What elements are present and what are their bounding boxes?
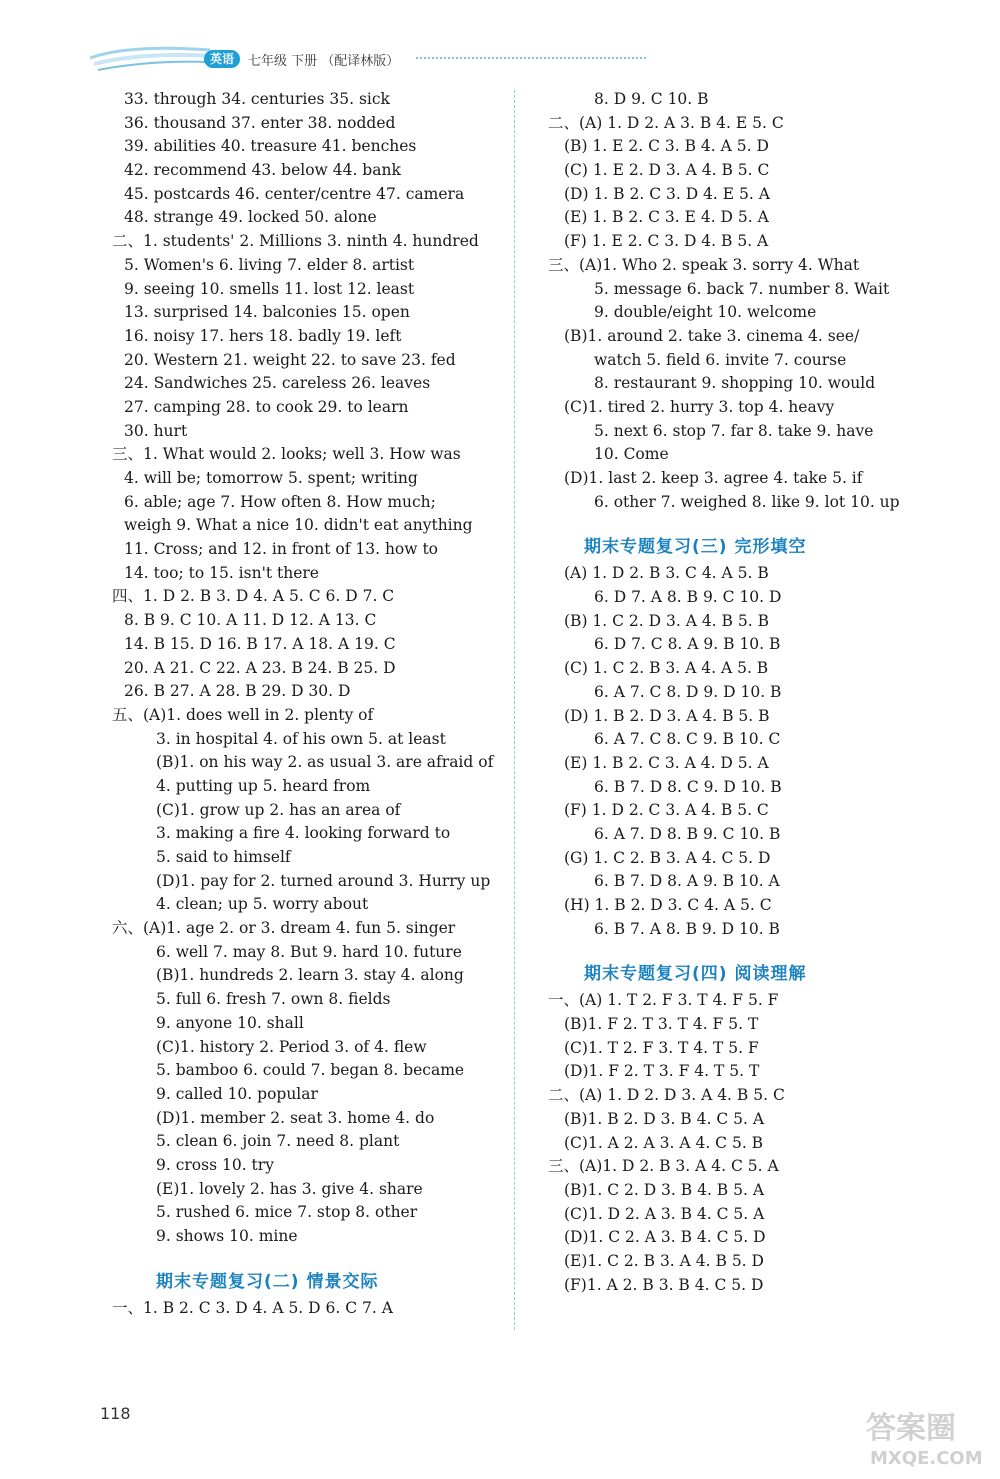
- answer-line: 45. postcards 46. center/centre 47. camera: [124, 184, 465, 203]
- answer-line: 6. other 7. weighed 8. like 9. lot 10. up: [594, 492, 900, 511]
- watermark-logo: [862, 1404, 992, 1470]
- answer-line: 36. thousand 37. enter 38. nodded: [124, 113, 396, 132]
- watermark-url: MXQE.COM: [870, 1448, 983, 1469]
- answer-line: (B)1. around 2. take 3. cinema 4. see/: [564, 326, 860, 345]
- answer-line: (C)1. T 2. F 3. T 4. T 5. F: [564, 1038, 759, 1057]
- answer-line: 6. A 7. C 8. D 9. D 10. B: [594, 682, 782, 701]
- answer-line: (C)1. grow up 2. has an area of: [156, 800, 401, 819]
- answer-line: 三、1. What would 2. looks; well 3. How was: [112, 445, 461, 464]
- section-title-2: 期末专题复习(二) 情景交际: [156, 1271, 379, 1292]
- header-dotted-rule: [416, 57, 646, 59]
- answer-line: 四、1. D 2. B 3. D 4. A 5. C 6. D 7. C: [112, 587, 395, 606]
- answer-line: (D)1. F 2. T 3. F 4. T 5. T: [564, 1062, 760, 1081]
- answer-line: 一、(A) 1. T 2. F 3. T 4. F 5. F: [548, 991, 779, 1010]
- answer-line: 5. message 6. back 7. number 8. Wait: [594, 279, 890, 298]
- answer-line: (C)1. A 2. A 3. A 4. C 5. B: [564, 1133, 764, 1152]
- watermark-text: 答案圈: [866, 1411, 956, 1446]
- answer-line: (C)1. history 2. Period 3. of 4. flew: [156, 1037, 427, 1056]
- answer-line: 26. B 27. A 28. B 29. D 30. D: [124, 682, 351, 701]
- answer-line: 20. A 21. C 22. A 23. B 24. B 25. D: [124, 658, 396, 677]
- answer-line: (A) 1. D 2. B 3. C 4. A 5. B: [564, 564, 769, 583]
- answer-line: 三、(A)1. D 2. B 3. A 4. C 5. A: [548, 1157, 779, 1176]
- answer-line: 13. surprised 14. balconies 15. open: [124, 303, 410, 322]
- answer-line: (G) 1. C 2. B 3. A 4. C 5. D: [564, 848, 771, 867]
- answer-line: 5. full 6. fresh 7. own 8. fields: [156, 990, 391, 1009]
- answer-line: (B)1. hundreds 2. learn 3. stay 4. along: [156, 966, 464, 985]
- answer-line: 33. through 34. centuries 35. sick: [124, 90, 390, 108]
- answer-line: 14. B 15. D 16. B 17. A 18. A 19. C: [124, 634, 396, 653]
- answer-line: 8. B 9. C 10. A 11. D 12. A 13. C: [124, 611, 377, 630]
- answer-line: 6. A 7. D 8. B 9. C 10. B: [594, 824, 781, 843]
- answer-line: 27. camping 28. to cook 29. to learn: [124, 397, 409, 416]
- answer-line: 24. Sandwiches 25. careless 26. leaves: [124, 374, 431, 393]
- answer-line: 五、(A)1. does well in 2. plenty of: [112, 705, 374, 724]
- answer-line: (F) 1. D 2. C 3. A 4. B 5. C: [564, 801, 769, 820]
- answer-line: 二、(A) 1. D 2. D 3. A 4. B 5. C: [548, 1086, 785, 1105]
- answer-line: (F) 1. E 2. C 3. D 4. B 5. A: [564, 232, 769, 251]
- answer-line: watch 5. field 6. invite 7. course: [594, 350, 847, 369]
- answer-line: 14. too; to 15. isn't there: [124, 563, 319, 582]
- answer-line: (E) 1. B 2. C 3. A 4. D 5. A: [564, 753, 769, 772]
- answer-line: (D)1. last 2. keep 3. agree 4. take 5. if: [564, 469, 863, 487]
- answer-line: (B)1. F 2. T 3. T 4. F 5. T: [564, 1015, 759, 1034]
- answer-line: 8. restaurant 9. shopping 10. would: [594, 374, 876, 393]
- answer-line: 5. next 6. stop 7. far 8. take 9. have: [594, 421, 874, 440]
- answer-line: 6. B 7. A 8. B 9. D 10. B: [594, 919, 780, 938]
- page-number: 118: [100, 1404, 131, 1423]
- answer-line: (F)1. A 2. B 3. B 4. C 5. D: [564, 1275, 764, 1294]
- right-answer-list-2: [556, 562, 936, 941]
- answer-line: 3. making a fire 4. looking forward to: [156, 824, 451, 843]
- answer-line: 30. hurt: [124, 421, 188, 440]
- left-answer-list: [112, 88, 505, 1249]
- column-divider: [514, 90, 515, 1330]
- right-answer-list-1: [548, 88, 936, 514]
- answer-line: 一、1. B 2. C 3. D 4. A 5. D 6. C 7. A: [112, 1298, 393, 1317]
- right-answer-list-3: [548, 989, 936, 1297]
- answer-line: 5. bamboo 6. could 7. began 8. became: [156, 1061, 465, 1080]
- answer-line: (B) 1. C 2. D 3. A 4. B 5. B: [564, 611, 769, 630]
- right-column: [548, 88, 936, 1297]
- answer-line: (C)1. tired 2. hurry 3. top 4. heavy: [564, 397, 835, 416]
- answer-line: (C)1. D 2. A 3. B 4. C 5. A: [564, 1204, 765, 1223]
- subject-badge: 英语: [204, 50, 240, 68]
- answer-line: 5. rushed 6. mice 7. stop 8. other: [156, 1203, 418, 1222]
- answer-line: 9. cross 10. try: [156, 1155, 274, 1174]
- answer-line: 39. abilities 40. treasure 41. benches: [124, 137, 417, 156]
- answer-line: (D) 1. B 2. D 3. A 4. B 5. B: [564, 706, 770, 725]
- answer-line: 6. B 7. D 8. A 9. B 10. A: [594, 872, 780, 891]
- answer-line: 6. B 7. D 8. C 9. D 10. B: [594, 777, 782, 796]
- answer-line: 9. called 10. popular: [156, 1084, 318, 1103]
- answer-line: (B) 1. E 2. C 3. B 4. A 5. D: [564, 137, 769, 156]
- header-swoosh-decoration: [90, 40, 220, 76]
- section-title-4: 期末专题复习(四) 阅读理解: [584, 964, 807, 985]
- answer-line: 9. double/eight 10. welcome: [594, 303, 817, 322]
- left-column: [112, 88, 505, 1320]
- answer-line: 9. seeing 10. smells 11. lost 12. least: [124, 279, 415, 298]
- answer-line: (D)1. pay for 2. turned around 3. Hurry up: [156, 871, 491, 890]
- answer-line: 5. said to himself: [156, 848, 291, 866]
- answer-line: 20. Western 21. weight 22. to save 23. fed: [124, 350, 456, 369]
- answer-line: 9. anyone 10. shall: [156, 1013, 304, 1032]
- answer-line: (C) 1. E 2. D 3. A 4. B 5. C: [564, 161, 770, 180]
- answer-line: 16. noisy 17. hers 18. badly 19. left: [124, 326, 402, 345]
- answer-line: 6. D 7. C 8. A 9. B 10. B: [594, 635, 781, 654]
- answer-line: (D)1. C 2. A 3. B 4. C 5. D: [564, 1228, 766, 1247]
- answer-line: (B)1. B 2. D 3. B 4. C 5. A: [564, 1109, 765, 1128]
- answer-line: 42. recommend 43. below 44. bank: [124, 161, 401, 180]
- answer-line: 6. A 7. C 8. C 9. B 10. C: [594, 730, 781, 749]
- book-title: 七年级 下册 （配译林版）: [248, 54, 400, 69]
- page-header: [90, 40, 670, 80]
- answer-line: 5. clean 6. join 7. need 8. plant: [156, 1132, 400, 1151]
- answer-line: 8. D 9. C 10. B: [594, 90, 709, 108]
- answer-line: 二、1. students' 2. Millions 3. ninth 4. hundred: [112, 232, 479, 251]
- answer-line: 11. Cross; and 12. in front of 13. how to: [124, 540, 439, 559]
- answer-line: 4. will be; tomorrow 5. spent; writing: [124, 469, 418, 487]
- answer-line: (D) 1. B 2. C 3. D 4. E 5. A: [564, 184, 770, 203]
- answer-line: 六、(A)1. age 2. or 3. dream 4. fun 5. singer: [112, 919, 456, 938]
- answer-line: (C) 1. C 2. B 3. A 4. A 5. B: [564, 659, 769, 678]
- answer-line: (H) 1. B 2. D 3. C 4. A 5. C: [564, 896, 772, 914]
- answer-line: 4. putting up 5. heard from: [156, 776, 371, 795]
- answer-line: 二、(A) 1. D 2. A 3. B 4. E 5. C: [548, 113, 784, 132]
- answer-line: 9. shows 10. mine: [156, 1227, 298, 1245]
- answer-line: (B)1. C 2. D 3. B 4. B 5. A: [564, 1180, 765, 1199]
- answer-line: 三、(A)1. Who 2. speak 3. sorry 4. What: [548, 255, 860, 274]
- answer-line: (E)1. C 2. B 3. A 4. B 5. D: [564, 1251, 764, 1270]
- answer-line: 6. D 7. A 8. B 9. C 10. D: [594, 588, 782, 607]
- answer-line: 48. strange 49. locked 50. alone: [124, 208, 377, 227]
- answer-line: 4. clean; up 5. worry about: [156, 895, 369, 914]
- answer-line: (B)1. on his way 2. as usual 3. are afraid of: [156, 753, 494, 772]
- answer-line: 5. Women's 6. living 7. elder 8. artist: [124, 255, 415, 274]
- answer-line: (E) 1. B 2. C 3. E 4. D 5. A: [564, 208, 769, 227]
- answer-line: weigh 9. What a nice 10. didn't eat anything: [124, 516, 473, 535]
- answer-line: (E)1. lovely 2. has 3. give 4. share: [156, 1179, 423, 1198]
- answer-line: 10. Come: [594, 445, 669, 464]
- answer-line: 3. in hospital 4. of his own 5. at least: [156, 729, 446, 748]
- section-title-3: 期末专题复习(三) 完形填空: [584, 537, 807, 558]
- answer-line: 6. well 7. may 8. But 9. hard 10. future: [156, 942, 462, 961]
- answer-line: 6. able; age 7. How often 8. How much;: [124, 492, 436, 511]
- answer-line: (D)1. member 2. seat 3. home 4. do: [156, 1108, 435, 1127]
